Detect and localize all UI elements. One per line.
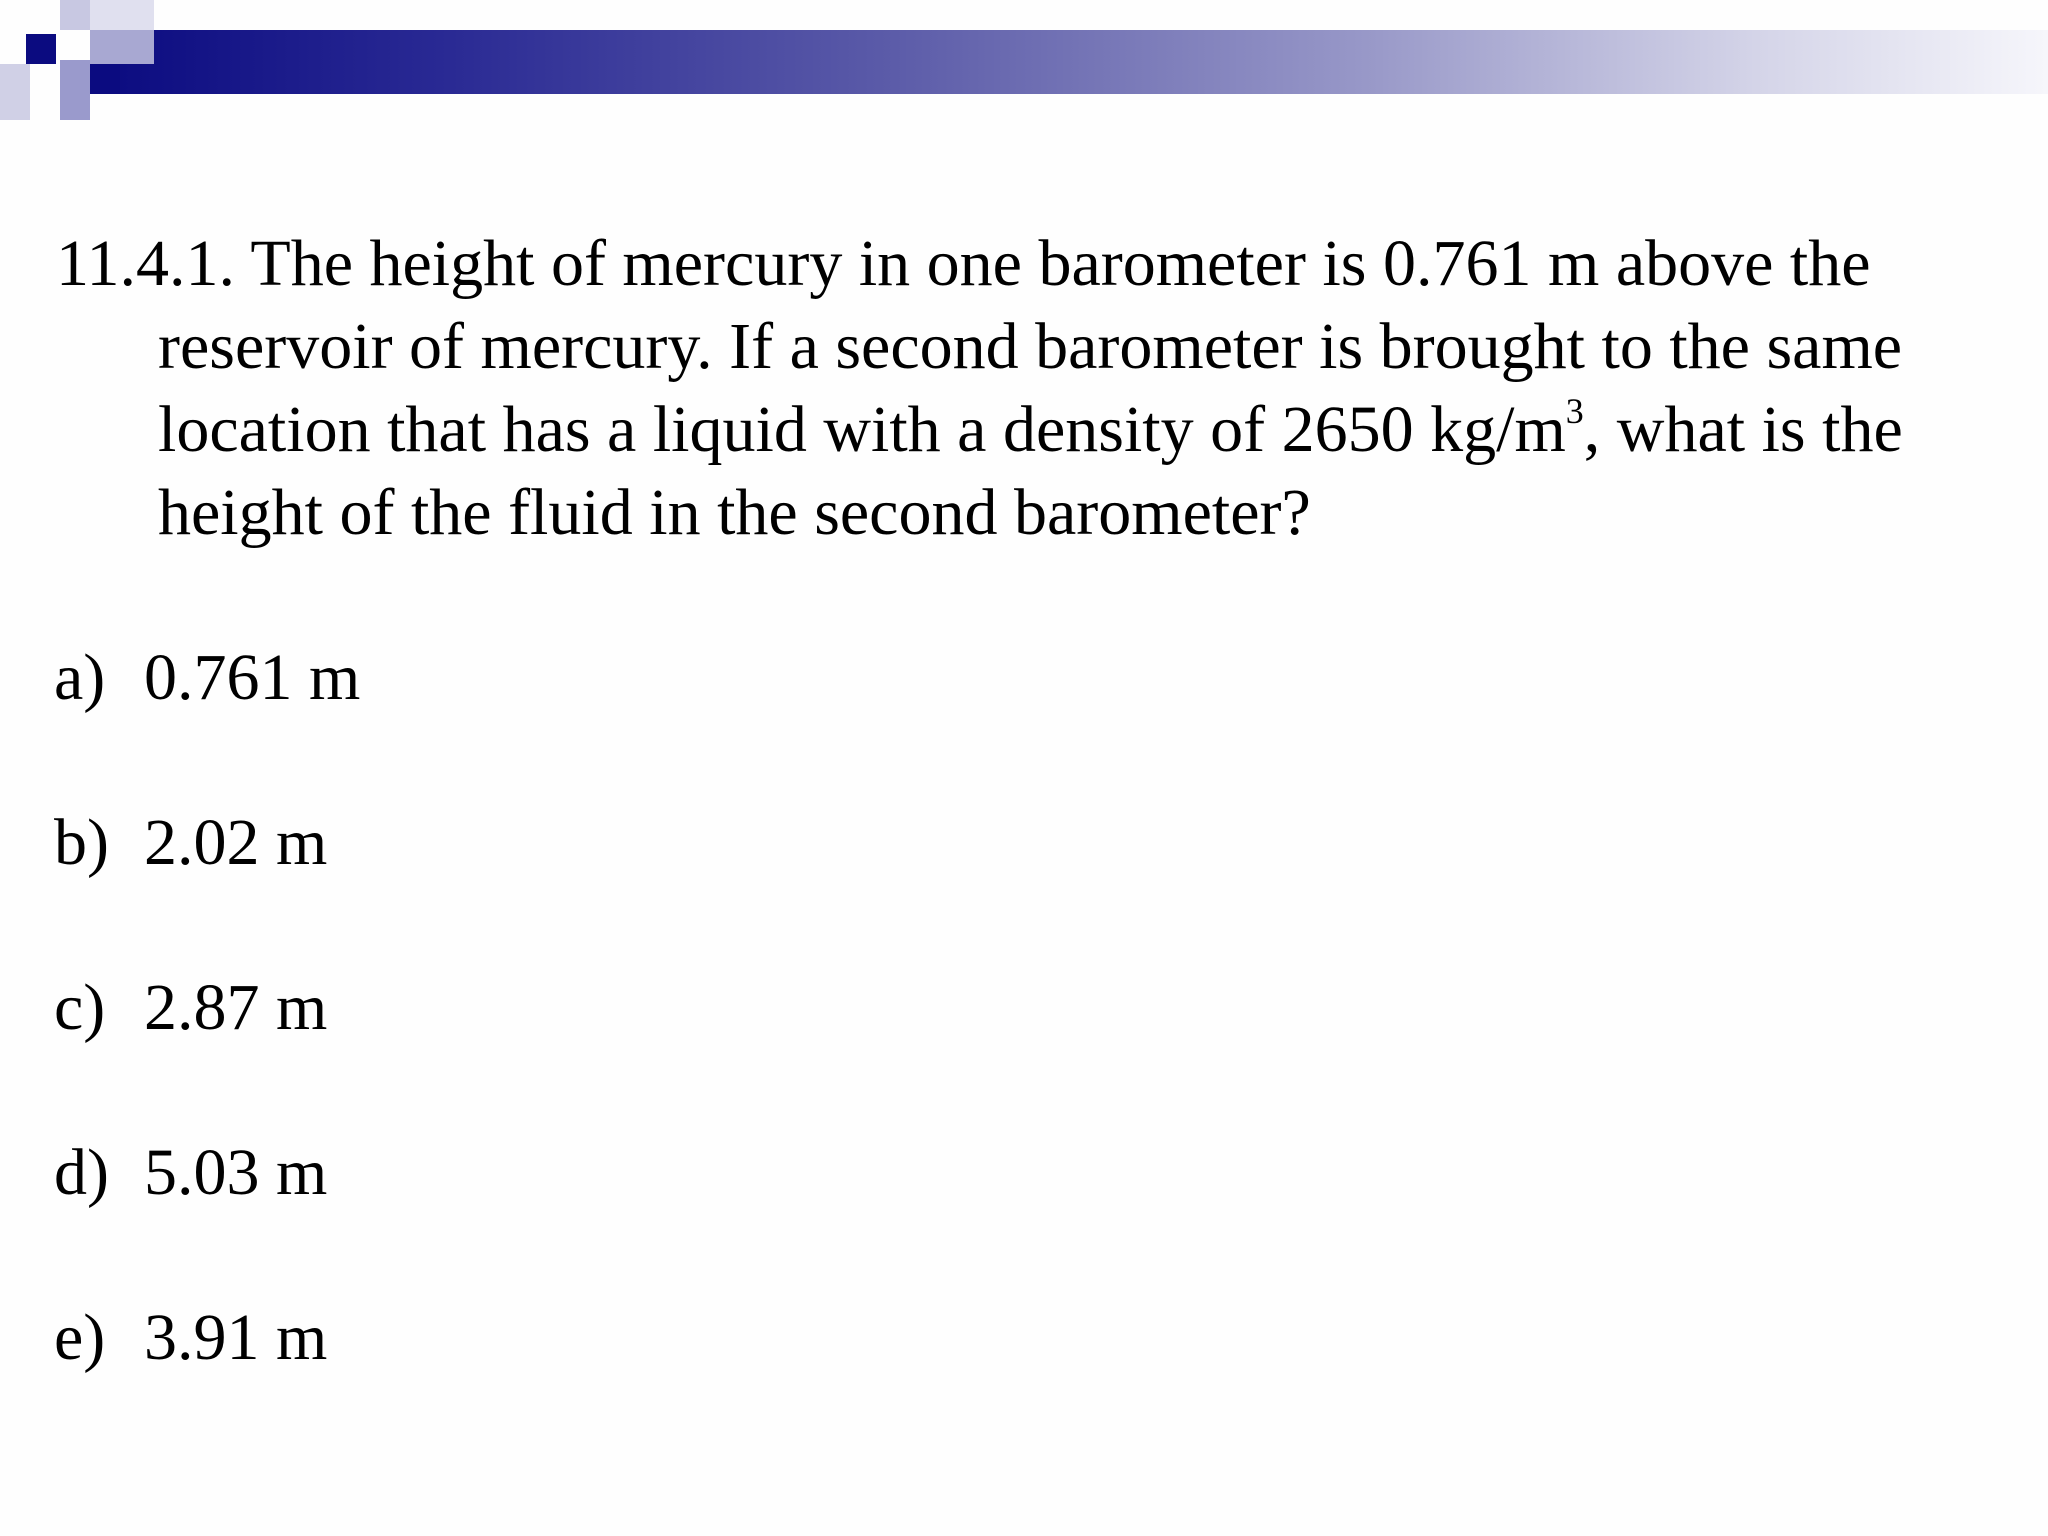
question-line-1: 11.4.1. The height of mercury in one barometer is 0.761 m above the — [56, 227, 1871, 300]
answer-text: 2.02 m — [144, 806, 328, 879]
answer-text: 5.03 m — [144, 1136, 328, 1209]
header-gradient-bar — [100, 30, 2048, 94]
decorative-square — [90, 0, 154, 30]
answer-option-a — [54, 636, 360, 801]
answer-option-e — [54, 1296, 360, 1461]
decorative-square — [60, 60, 90, 120]
decorative-square — [60, 0, 90, 30]
answer-letter: e) — [54, 1301, 106, 1374]
answer-letter: b) — [54, 806, 109, 879]
question-number: 11.4.1. — [56, 227, 236, 300]
answer-text: 2.87 m — [144, 971, 328, 1044]
answer-letter: d) — [54, 1136, 109, 1209]
answer-text: 3.91 m — [144, 1301, 328, 1374]
answer-option-b — [54, 801, 360, 966]
decorative-square — [90, 30, 154, 64]
question-line-3: location that has a liquid with a density of 2650 $kg/m^3$, what is the — [158, 391, 1903, 466]
answer-option-d — [54, 1131, 360, 1296]
question-line-4: height of the fluid in the second barometer? — [158, 476, 1311, 549]
answer-letter: a) — [54, 641, 106, 714]
decorative-square — [26, 34, 56, 64]
answer-letter: c) — [54, 971, 106, 1044]
question-text — [56, 222, 2016, 554]
decorative-square — [90, 64, 120, 94]
answer-text: 0.761 m — [144, 641, 361, 714]
answer-list — [54, 636, 360, 1461]
decorative-square — [0, 64, 30, 120]
answer-option-c — [54, 966, 360, 1131]
superscript-three: 3 — [1565, 391, 1584, 431]
question-line-2: reservoir of mercury. If a second barometer is brought to the same — [158, 310, 1903, 383]
